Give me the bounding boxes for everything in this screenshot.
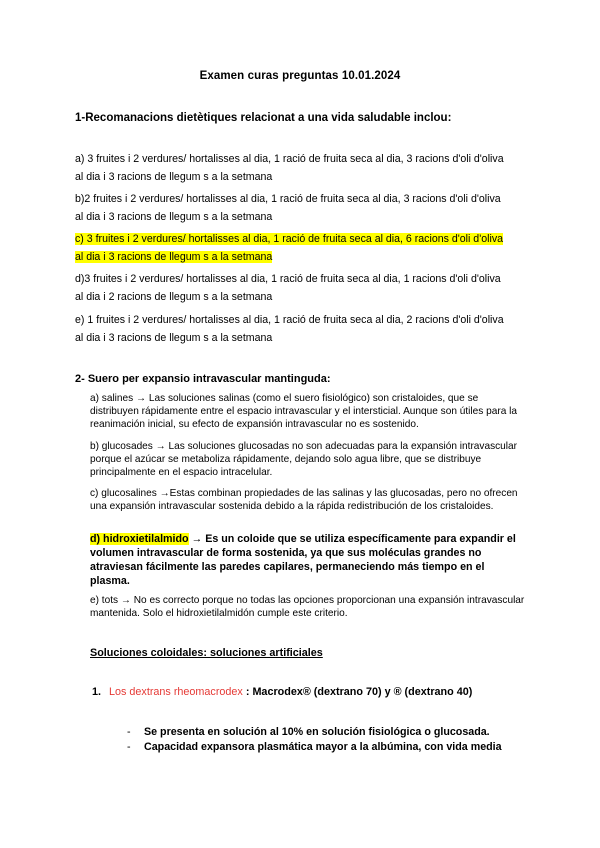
bullet-text: Capacidad expansora plasmática mayor a la albúmina, con vida media	[144, 741, 502, 753]
question-1-option-c	[75, 230, 525, 266]
question-1-title: 1-Recomanacions dietètiques relacionat a una vida saludable inclou:	[75, 112, 452, 124]
option-e-line1: e) 1 fruites i 2 verdures/ hortalisses al dia, 1 ració de fruita seca al dia, 2 racions d'oli d'oliva	[75, 314, 504, 326]
option-e-line2: al dia i 3 racions de llegum s a la setmana	[75, 332, 273, 344]
question-2-answer-a: a) salines → Las soluciones salinas (como el suero fisiológico) son cristaloides, que se distribuyen rápidamente entre el espacio intravascular y el intersticial. Aunque son útiles para la reanimación inicial, su efecto de expansión intravascular no es sostenido.	[90, 393, 517, 430]
bullet-item	[127, 741, 502, 753]
answer-d-text: → Es un coloide que se utiliza específicamente para expandir el volumen intravascular de forma sostenida, ya que sus moléculas grandes no atraviesan fácilmente las paredes capilares, permaneciendo más tiempo en el plasma.	[90, 533, 516, 587]
option-a-line1: a) 3 fruites i 2 verdures/ hortalisses al dia, 1 ració de fruita seca al dia, 3 racions d'oli d'oliva	[75, 153, 504, 165]
option-b-line2: al dia i 3 racions de llegum s a la setmana	[75, 211, 273, 223]
bullet-text: Se presenta en solución al 10% en solución fisiológica o glucosada.	[144, 726, 490, 738]
question-2-answer-c: c) glucosalines →Estas combinan propiedades de las salinas y las glucosadas, pero no ofrecen una expansión intravascular sostenida debido a la rápida redistribución de los cristaloides.	[90, 488, 518, 512]
option-c-line1: c) 3 fruites i 2 verdures/ hortalisses al dia, 1 ració de fruita seca al dia, 6 racions d'oli d'oliva	[75, 233, 504, 245]
item-text: : Macrodex® (dextrano 70) y ® (dextrano 40)	[245, 686, 473, 698]
question-1-option-e	[75, 311, 525, 347]
question-1-option-d	[75, 270, 525, 306]
question-2-answer-b: b) glucosades → Las soluciones glucosadas no son adecuadas para la expansión intravascular porque el azúcar se metaboliza rápidamente, dejando solo agua libre, que se distribuye principalmente en el espacio intracelular.	[90, 441, 518, 478]
question-2-title: 2- Suero per expansio intravascular mantinguda:	[75, 373, 331, 385]
question-2-answer-e: e) tots → No es correcto porque no todas las opciones proporcionan una expansión intravascular mantenida. Solo el hidroxietilalmidón cumple este criterio.	[90, 595, 525, 619]
item-number: 1.	[92, 686, 102, 698]
option-b-line1: b)2 fruites i 2 verdures/ hortalisses al dia, 1 ració de fruita seca al dia, 3 racions d'oli d'oliva	[75, 193, 501, 205]
option-d-line1: d)3 fruites i 2 verdures/ hortalisses al dia, 1 ració de fruita seca al dia, 1 racions d'oli d'oliva	[75, 273, 501, 285]
option-a-line2: al dia i 3 racions de llegum s a la setmana	[75, 171, 273, 183]
bullet-item	[127, 726, 490, 738]
bullet-dash: -	[127, 741, 131, 753]
option-c-line2: al dia i 3 racions de llegum s a la setmana	[75, 251, 273, 263]
answer-d-label: d) hidroxietilalmido	[90, 533, 189, 545]
question-1-option-b	[75, 190, 525, 226]
numbered-item-1	[92, 686, 472, 698]
item-red-text: Los dextrans rheomacrodex	[109, 686, 243, 698]
option-d-line2: al dia i 2 racions de llegum s a la setmana	[75, 291, 273, 303]
section-title: Soluciones coloidales: soluciones artificiales	[90, 647, 323, 659]
document-title: Examen curas preguntas 10.01.2024	[199, 70, 401, 82]
question-1-option-a	[75, 150, 525, 186]
bullet-dash: -	[127, 726, 131, 738]
question-2-answer-d	[90, 532, 525, 588]
